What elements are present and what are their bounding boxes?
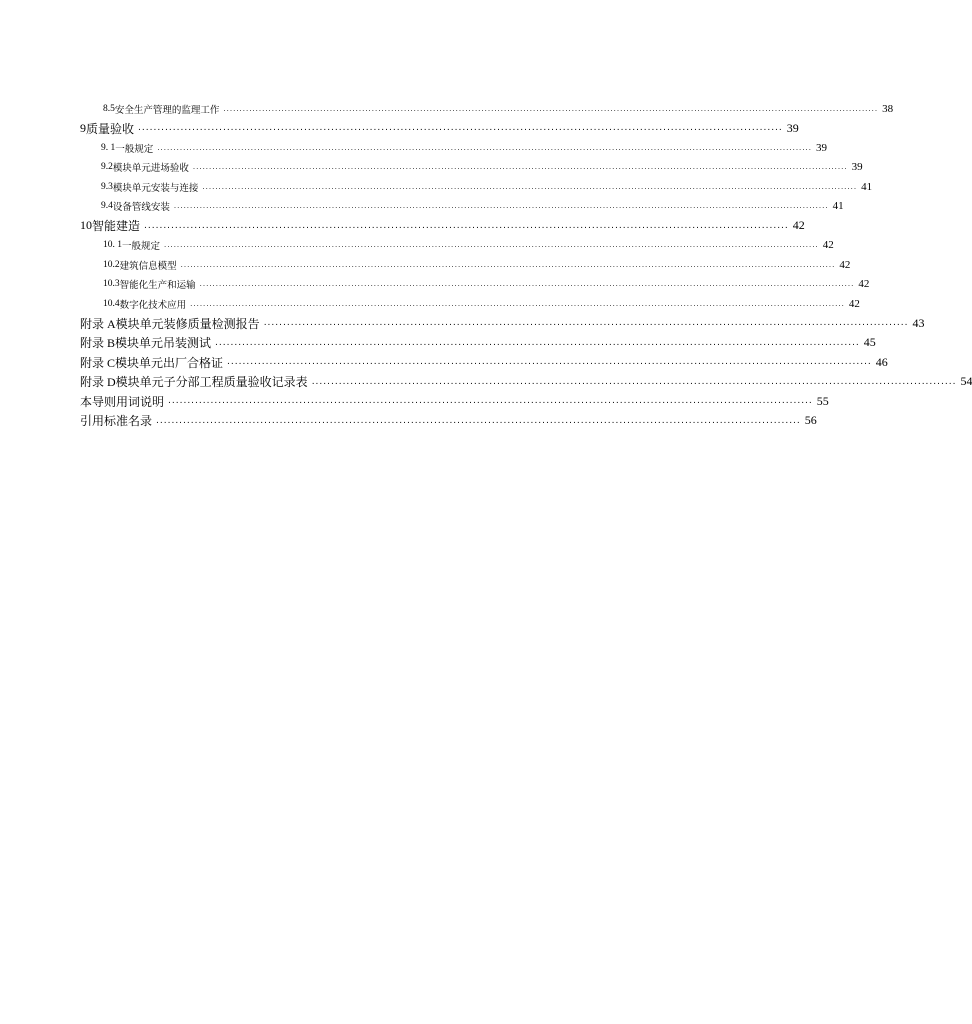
toc-entry[interactable] xyxy=(80,353,888,372)
toc-entry-number: 附录 C xyxy=(80,355,116,370)
toc-entry-title: 模块单元安装与连接 xyxy=(112,182,199,194)
toc-entry-page: 55 xyxy=(816,393,829,408)
toc-entry-page: 39 xyxy=(815,141,827,154)
toc-entry-number: 10.2 xyxy=(103,259,120,270)
toc-entry-number: 9.3 xyxy=(101,181,113,192)
toc-entry-number: 10 xyxy=(80,218,92,232)
toc-entry-title: 本导则用词说明 xyxy=(80,394,165,409)
toc-entry-title: 模块单元子分部工程质量验收记录表 xyxy=(115,375,308,389)
leader-dots: ....................................................................................................................................................................... xyxy=(156,415,801,426)
toc-entry-number: 10.3 xyxy=(103,279,120,289)
toc-entry-title: 模块单元进场验收 xyxy=(112,163,189,174)
leader-dots: ........................................................................................................................................................................................................... xyxy=(157,143,812,152)
toc-entry[interactable] xyxy=(103,294,860,313)
toc-entry-page: 42 xyxy=(839,258,851,271)
toc-entry-page: 42 xyxy=(822,239,834,251)
toc-entry[interactable] xyxy=(80,411,817,430)
toc-entry-title: 智能化生产和运输 xyxy=(119,280,196,291)
toc-entry[interactable] xyxy=(103,255,851,274)
leader-dots: ........................................................................................................................................................................................................... xyxy=(164,241,819,249)
toc-entry-page: 46 xyxy=(875,354,888,369)
toc-entry[interactable] xyxy=(103,275,870,294)
toc-entry[interactable] xyxy=(103,236,834,255)
toc-entry-number: 9. 1 xyxy=(101,142,116,153)
toc-entry-title: 一般规定 xyxy=(115,143,154,155)
leader-dots: ....................................................................................................................................................................... xyxy=(144,220,789,231)
toc-entry-title: 模块单元出厂合格证 xyxy=(115,355,224,370)
toc-entry-number: 9 xyxy=(80,120,86,135)
toc-entry-page: 56 xyxy=(804,413,817,427)
toc-entry-page: 38 xyxy=(882,102,894,115)
toc-entry-title: 设备管线安装 xyxy=(112,202,170,213)
leader-dots: ........................................................................................................................................................................................................... xyxy=(180,260,836,269)
toc-entry-title: 质量验收 xyxy=(86,121,135,136)
toc-entry-number: 10.4 xyxy=(103,298,120,309)
toc-entry[interactable] xyxy=(101,158,863,177)
toc-entry[interactable] xyxy=(80,216,805,235)
leader-dots: ....................................................................................................................................................................... xyxy=(215,337,860,348)
toc-entry-page: 45 xyxy=(863,335,876,349)
toc-entry-page: 43 xyxy=(912,315,925,330)
toc-entry[interactable] xyxy=(80,314,925,333)
leader-dots: ........................................................................................................................................................................................................... xyxy=(190,299,845,308)
toc-entry[interactable] xyxy=(80,119,799,138)
toc-entry[interactable] xyxy=(80,333,876,352)
leader-dots: ....................................................................................................................................................................... xyxy=(168,396,813,406)
toc-entry-title: 一般规定 xyxy=(122,241,161,252)
toc-entry-page: 39 xyxy=(786,120,799,135)
toc-entry-title: 安全生产管理的监理工作 xyxy=(114,104,220,116)
toc-entry-number: 10. 1 xyxy=(103,240,122,250)
toc-entry-title: 引用标准名录 xyxy=(80,414,153,428)
toc-entry-page: 54 xyxy=(960,374,972,388)
toc-entry-title: 数字化技术应用 xyxy=(119,299,187,311)
toc-entry-page: 42 xyxy=(848,297,860,310)
toc-entry[interactable] xyxy=(101,177,873,196)
toc-entry-page: 42 xyxy=(858,278,870,290)
leader-dots: ........................................................................................................................................................................................................... xyxy=(199,280,855,288)
toc-entry-number: 附录 B xyxy=(80,336,116,350)
toc-entry-title: 建筑信息模型 xyxy=(119,260,177,272)
toc-entry[interactable] xyxy=(80,392,829,411)
toc-entry-number: 9.4 xyxy=(101,201,113,211)
toc-entry[interactable] xyxy=(80,372,972,391)
leader-dots: ........................................................................................................................................................................................................... xyxy=(173,202,829,210)
toc-entry-page: 41 xyxy=(832,200,844,212)
toc-entry-number: 9.2 xyxy=(101,162,113,172)
toc-entry[interactable] xyxy=(103,99,894,118)
toc-entry-number: 附录 D xyxy=(80,375,116,389)
leader-dots: ....................................................................................................................................................................... xyxy=(227,357,872,367)
leader-dots: ....................................................................................................................................................................... xyxy=(263,318,909,328)
leader-dots: ........................................................................................................................................................................................................... xyxy=(202,182,858,191)
leader-dots: ....................................................................................................................................................................... xyxy=(138,123,783,133)
toc-entry-page: 41 xyxy=(861,180,873,193)
toc-entry-title: 模块单元装修质量检测报告 xyxy=(115,316,260,331)
toc-entry-number: 附录 A xyxy=(80,316,116,331)
toc-entry[interactable] xyxy=(101,138,827,157)
toc-entry[interactable] xyxy=(101,197,844,216)
toc-entry-title: 模块单元吊装测试 xyxy=(115,336,212,350)
leader-dots: ........................................................................................................................................................................................................... xyxy=(223,104,879,113)
toc-entry-page: 42 xyxy=(792,218,805,232)
toc-entry-page: 39 xyxy=(851,161,863,173)
leader-dots: ........................................................................................................................................................................................................... xyxy=(192,163,848,171)
toc-entry-number: 8.5 xyxy=(103,103,115,114)
toc-entry-title: 智能建造 xyxy=(92,219,141,233)
leader-dots: ....................................................................................................................................................................... xyxy=(311,376,957,387)
